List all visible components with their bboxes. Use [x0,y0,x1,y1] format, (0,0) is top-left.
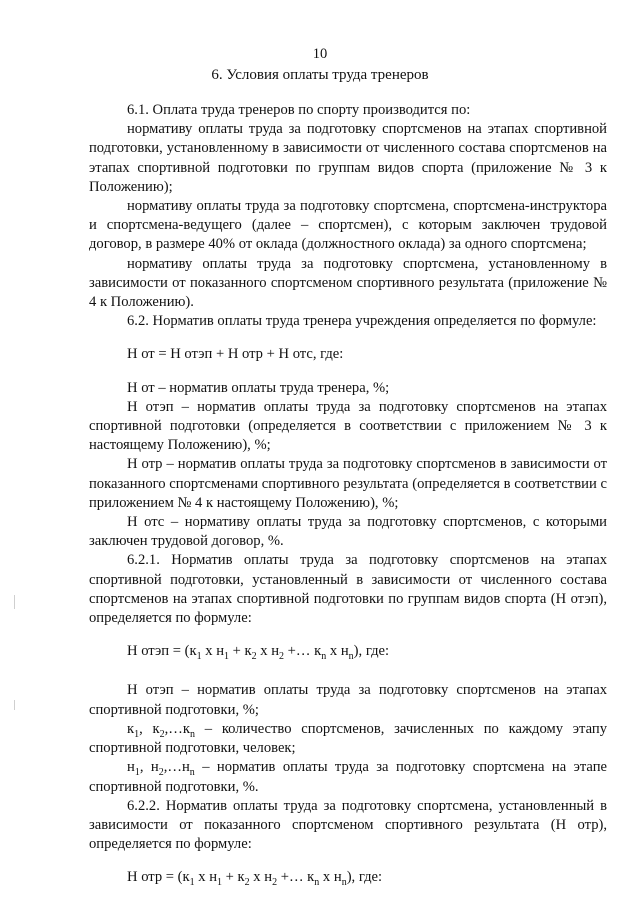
page-number: 10 [312,46,328,62]
formula-results: Н отр = ($к_1$ х $н_1 + к_2$ х $н_2$ +… $к_n$ х $н_n$), где: [127,869,383,889]
list-item: нормативу оплаты труда за подготовку спортсмена, спортсмена-инструктора и спортсмена-ведущего (далее – спортсмен), с которым заключен трудовой договор, в размере 40% от оклада (должностного оклада) за одного спортсмена; [89,198,607,253]
list-item: нормативу оплаты труда за подготовку спортсменов на этапах спортивной подготовки, установленному в зависимости от численного состава спортсменов на этапах спортивной подготовки по группам видов спорта (приложение № 3 к Положению); [89,121,607,195]
definition: Н отэп – норматив оплаты труда за подготовку спортсменов на этапах спортивной подготовки, %; [89,682,607,718]
definition: Н отс – нормативу оплаты труда за подготовку спортсменов, с которыми заключен трудовой договор, %. [89,514,607,550]
paragraph-6-2: 6.2. Норматив оплаты труда тренера учреждения определяется по формуле: [127,313,597,330]
formula-total: Н от = Н отэп + Н отр + Н отс, где: [127,346,344,363]
definition: $н_1$, $н_2,\dots н_n$ – норматив оплаты труда за подготовку спортсмена на этапе спортивной подготовки, %. [89,759,608,795]
definition: $к_1$, $к_2,\dots к_n$ – количество спортсменов, зачисленных по каждому этапу спортивной подготовки, человек; [89,720,608,757]
paragraph-6-1: 6.1. Оплата труда тренеров по спорту производится по: [127,102,471,118]
definition: Н отр – норматив оплаты труда за подготовку спортсменов в зависимости от показанного спортсменами спортивного результата (определяется в соответствии с приложением № 4 к настоящему Положению), %; [89,456,607,511]
paragraph-6-2-1: 6.2.1. Норматив оплаты труда за подготовку спортсменов на этапах спортивной подготовки, установленный в зависимости от численного состава спортсменов на этапах спортивной подготовки по группам видов спорта (Н отэп), определяется по формуле: [89,552,607,627]
formula-stages: Н отэп = ($к_1$ х $н_1 + к_2$ х $н_2$ +… $к_n$ х $н_n$), где: [127,643,390,663]
definition: Н отэп – норматив оплаты труда за подготовку спортсменов на этапах спортивной подготовки (определяется в соответствии с приложением № 3 к настоящему Положению), %; [89,398,607,454]
margin-mark [14,700,15,710]
document-body [89,101,607,888]
definition: Н от – норматив оплаты труда тренера, %; [127,379,390,396]
margin-mark [14,595,15,609]
paragraph-6-2-2: 6.2.2. Норматив оплаты труда за подготовку спортсмена, установленный в зависимости от показанного спортсменом спортивного результата (Н отр), определяется по формуле: [89,797,607,853]
section-heading: 6. Условия оплаты труда тренеров [211,67,429,83]
list-item: нормативу оплаты труда за подготовку спортсмена, установленному в зависимости от показанного спортсменом спортивного результата (приложение № 4 к Положению). [89,255,607,311]
